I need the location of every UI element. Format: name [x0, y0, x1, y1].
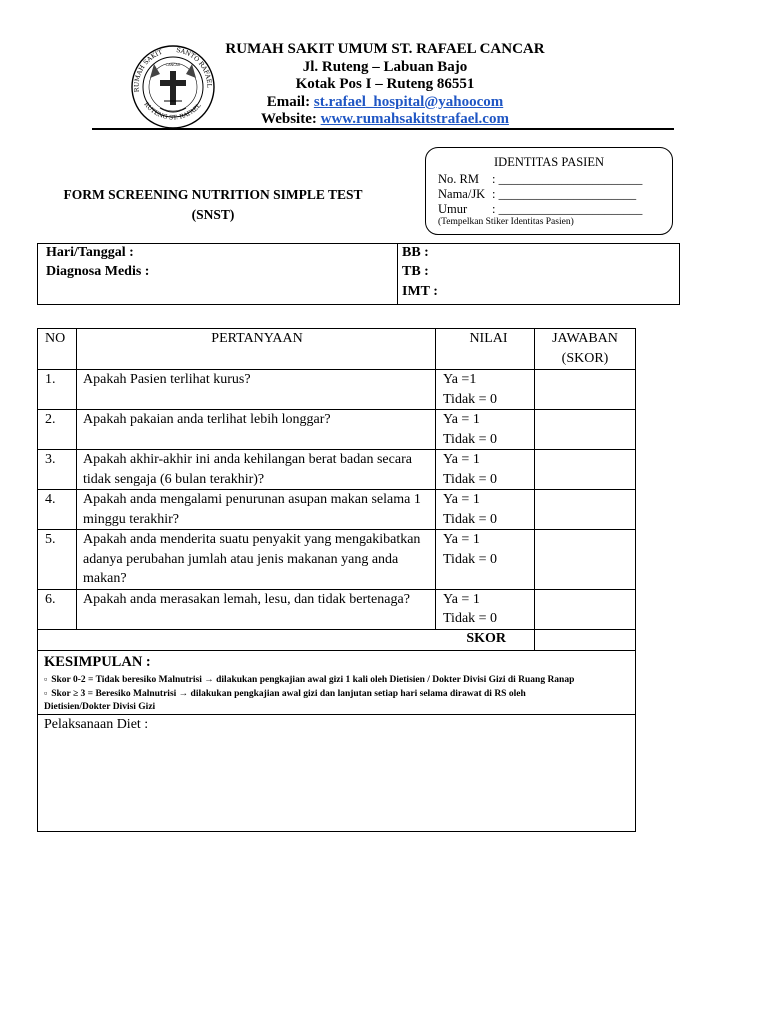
nilai-tidak: Tidak = 0 [443, 471, 498, 487]
kesimpulan-row [38, 650, 636, 714]
row-question: Apakah pakaian anda terlihat lebih longgar? [77, 410, 436, 450]
hospital-name: RUMAH SAKIT UMUM ST. RAFAEL CANCAR [225, 41, 545, 57]
tb-field[interactable]: TB : [402, 264, 429, 279]
skor-row [38, 629, 636, 650]
skor-label: SKOR [38, 629, 535, 650]
email-link[interactable]: st.rafael_hospital@yahoocom [313, 93, 504, 110]
nilai-ya: Ya =1 [443, 372, 477, 387]
kesimpulan-title: KESIMPULAN : [44, 653, 151, 670]
header-jawaban [535, 329, 636, 370]
row-nilai [436, 370, 535, 410]
kesimpulan-line2 [38, 687, 635, 701]
kesimpulan-line1 [38, 673, 635, 687]
nilai-tidak: Tidak = 0 [443, 431, 498, 447]
row-jawaban-cell[interactable] [535, 530, 636, 590]
nilai-ya: Ya = 1 [443, 532, 480, 547]
row-question: Apakah anda mengalami penurunan asupan makan selama 1 minggu terakhir? [77, 490, 436, 530]
form-title [38, 185, 388, 225]
logo-text-bottom: RUTENG ST. RAFAEL [142, 100, 203, 122]
email-label: Email: [266, 93, 314, 110]
row-jawaban-cell[interactable] [535, 490, 636, 530]
header-no: NO [38, 329, 77, 370]
table-row [38, 370, 636, 410]
nilai-tidak: Tidak = 0 [443, 611, 498, 626]
pelaksanaan-cell[interactable] [38, 714, 636, 831]
nilai-tidak: Tidak = 0 [443, 511, 498, 527]
row-nilai [436, 410, 535, 450]
nilai-ya: Ya = 1 [443, 452, 480, 467]
form-title-line2: (SNST) [191, 207, 235, 222]
nilai-ya: Ya = 1 [443, 591, 480, 607]
row-number: 3. [38, 450, 77, 490]
snst-table [37, 328, 636, 832]
hospital-address: Jl. Ruteng – Labuan Bajo [302, 58, 468, 75]
logo-text-right: SANTO RAFAEL [175, 46, 213, 88]
table-row [38, 530, 636, 590]
row-nilai [436, 450, 535, 490]
hospital-postbox: Kotak Pos I – Ruteng 86551 [295, 76, 475, 92]
umur-label: Umur [438, 202, 468, 216]
pelaksanaan-label: Pelaksanaan Diet : [44, 716, 149, 732]
logo-text-center: CANCAR [165, 63, 181, 67]
logo-text-left: RUMAH SAKIT [133, 48, 164, 93]
kesimpulan-text1: Skor 0-2 = Tidak beresiko Malnutrisi → dilakukan pengkajian awal gizi 1 kali oleh Dietisien / Dokter Divisi Gizi di Ruang Ranap [51, 674, 575, 685]
diagnosa-medis-field[interactable]: Diagnosa Medis : [46, 264, 150, 279]
header-pertanyaan: PERTANYAAN [77, 329, 436, 370]
vitals-divider [397, 244, 398, 304]
row-question: Apakah anda menderita suatu penyakit yang mengakibatkan adanya perubahan jumlah atau jenis makanan yang anda makan? [77, 530, 436, 590]
patient-identity-box [425, 147, 673, 235]
header-nilai: NILAI [436, 329, 535, 370]
table-row [38, 410, 636, 450]
website-label: Website: [261, 111, 321, 127]
row-number: 5. [38, 530, 77, 590]
table-header-row [38, 329, 636, 370]
row-nilai [436, 530, 535, 590]
kesimpulan-line3: Dietisien/Dokter Divisi Gizi [44, 701, 156, 712]
header-jawaban-line2: (SKOR) [561, 351, 609, 366]
website-link[interactable]: www.rumahsakitstrafael.com [320, 111, 509, 127]
hospital-email-line [220, 94, 550, 112]
umur-field[interactable]: : _______________________ [492, 202, 643, 216]
row-question: Apakah Pasien terlihat kurus? [77, 370, 436, 410]
row-jawaban-cell[interactable] [535, 370, 636, 410]
row-question: Apakah anda merasakan lemah, lesu, dan tidak bertenaga? [77, 589, 436, 629]
table-row [38, 450, 636, 490]
row-number: 6. [38, 589, 77, 629]
hospital-logo [130, 44, 216, 130]
hospital-header [220, 41, 550, 129]
row-jawaban-cell[interactable] [535, 410, 636, 450]
hari-tanggal-field[interactable]: Hari/Tanggal : [46, 245, 134, 260]
identity-umur-row [438, 202, 642, 217]
rm-field[interactable]: : _______________________ [492, 172, 643, 186]
skor-total-cell[interactable] [535, 629, 636, 650]
header-jawaban-line1: JAWABAN [552, 331, 618, 346]
nilai-tidak: Tidak = 0 [443, 391, 498, 407]
identity-note: (Tempelkan Stiker Identitas Pasien) [438, 217, 574, 227]
bullet-icon: ▫ [44, 687, 48, 698]
nilai-tidak: Tidak = 0 [443, 551, 498, 567]
bullet-icon: ▫ [44, 673, 48, 684]
row-nilai [436, 490, 535, 530]
vitals-box [37, 243, 680, 305]
imt-field[interactable]: IMT : [402, 284, 438, 299]
identity-nama-row [438, 187, 636, 202]
bb-field[interactable]: BB : [402, 245, 429, 260]
hospital-website-line [220, 111, 550, 129]
kesimpulan-text2: Skor ≥ 3 = Beresiko Malnutrisi → dilakukan pengkajian awal gizi dan lanjutan setiap hari selama dirawat di RS oleh [51, 688, 526, 699]
nilai-ya: Ya = 1 [443, 492, 480, 507]
pelaksanaan-row [38, 714, 636, 831]
kesimpulan-cell [38, 650, 636, 714]
nama-field[interactable]: : ______________________ [492, 187, 637, 201]
identity-title: IDENTITAS PASIEN [494, 155, 604, 169]
table-row [38, 490, 636, 530]
header-divider [92, 128, 674, 130]
table-row [38, 589, 636, 629]
row-nilai [436, 589, 535, 629]
identity-rm-row [438, 172, 642, 187]
rm-label: No. RM [438, 172, 479, 186]
nama-label: Nama/JK [438, 187, 486, 201]
row-jawaban-cell[interactable] [535, 589, 636, 629]
row-number: 2. [38, 410, 77, 450]
row-question: Apakah akhir-akhir ini anda kehilangan berat badan secara tidak sengaja (6 bulan terakhir)? [77, 450, 436, 490]
row-number: 4. [38, 490, 77, 530]
row-jawaban-cell[interactable] [535, 450, 636, 490]
form-title-line1: FORM SCREENING NUTRITION SIMPLE TEST [63, 187, 363, 202]
nilai-ya: Ya = 1 [443, 412, 480, 427]
row-number: 1. [38, 370, 77, 410]
